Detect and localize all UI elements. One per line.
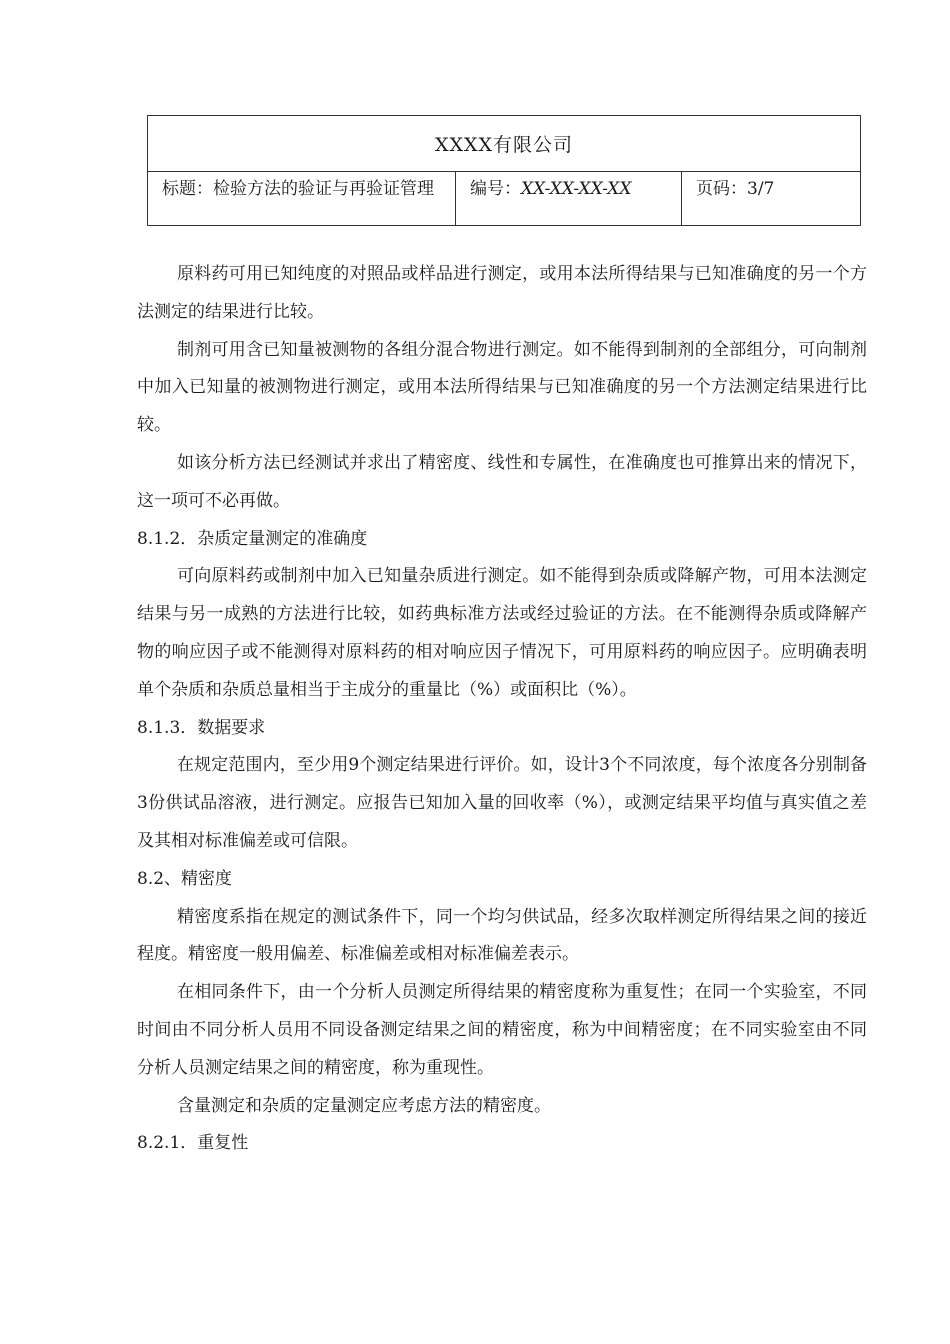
page-value: 3/7 <box>747 179 775 199</box>
paragraph: 在相同条件下，由一个分析人员测定所得结果的精密度称为重复性；在同一个实验室，不同时间由不同分析人员用不同设备测定结果之间的精密度，称为中间精密度；在不同实验室由不同分析人员测定结果之间的精密度，称为重现性。 <box>137 982 867 1078</box>
document-body <box>137 256 867 1163</box>
page-label: 页码： <box>696 179 747 199</box>
paragraph: 含量测定和杂质的定量测定应考虑方法的精密度。 <box>177 1095 551 1116</box>
code-value: XX-XX-XX-XX <box>521 179 632 199</box>
paragraph: 可向原料药或制剂中加入已知量杂质进行测定。如不能得到杂质或降解产物，可用本法测定结果与另一成熟的方法进行比较，如药典标准方法或经过验证的方法。在不能测得杂质或降解产物的响应因子或不能测得对原料药的相对响应因子情况下，可用原料药的响应因子。应明确表明单个杂质和杂质总量相当于主成分的重量比（%）或面积比（%）。 <box>137 566 867 700</box>
paragraph: 精密度系指在规定的测试条件下，同一个均匀供试品，经多次取样测定所得结果之间的接近程度。精密度一般用偏差、标准偏差或相对标准偏差表示。 <box>137 906 867 965</box>
header-info-row <box>148 172 860 226</box>
header-title-cell <box>148 172 456 226</box>
company-name: XXXX有限公司 <box>148 116 860 172</box>
section-heading-8-1-2: 8.1.2．杂质定量测定的准确度 <box>137 528 368 549</box>
document-header-table <box>147 115 861 226</box>
paragraph: 制剂可用含已知量被测物的各组分混合物进行测定。如不能得到制剂的全部组分，可向制剂中加入已知量的被测物进行测定，或用本法所得结果与已知准确度的另一个方法测定结果进行比较。 <box>137 339 867 436</box>
code-label: 编号： <box>470 179 521 199</box>
section-heading-8-2-1: 8.2.1．重复性 <box>137 1133 249 1154</box>
title-value: 检验方法的验证与再验证管理 <box>213 179 434 199</box>
header-page-cell <box>682 172 860 226</box>
header-code-cell <box>456 172 682 226</box>
title-label: 标题： <box>162 179 213 199</box>
section-heading-8-2: 8.2、精密度 <box>137 868 233 889</box>
paragraph: 原料药可用已知纯度的对照品或样品进行测定，或用本法所得结果与已知准确度的另一个方法测定的结果进行比较。 <box>137 264 867 322</box>
paragraph: 在规定范围内，至少用9个测定结果进行评价。如，设计3个不同浓度，每个浓度各分别制备3份供试品溶液，进行测定。应报告已知加入量的回收率（%），或测定结果平均值与真实值之差及其相对标准偏差或可信限。 <box>137 755 867 851</box>
section-heading-8-1-3: 8.1.3．数据要求 <box>137 717 266 738</box>
paragraph: 如该分析方法已经测试并求出了精密度、线性和专属性，在准确度也可推算出来的情况下，这一项可不必再做。 <box>137 452 867 511</box>
